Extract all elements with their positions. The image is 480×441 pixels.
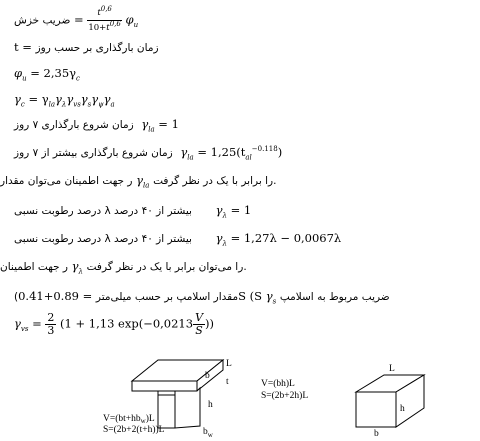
gamma-la-7days: زمان شروع بارگذاری ۷ روز $\gamma_{la} = 1$ [14, 117, 179, 134]
rect-formula-v: V=(bh)L [261, 379, 295, 389]
rect-label-L: L [389, 364, 395, 374]
rect-beam-drawing [356, 375, 424, 427]
rect-label-h: h [400, 404, 405, 414]
gamma-la-note: ر جهت اطمینان می‌توان مقدار $\gamma_{la}$ را برابر با یک در نظر گرفت. [0, 173, 277, 190]
gamma-c-formula: $\gamma_c = \gamma_{la}\gamma_\lambda\gamma_{vs}\gamma_s\gamma_\psi\gamma_a$ [14, 92, 115, 109]
tee-label-bw: $b_w$ [203, 427, 213, 439]
creep-coefficient-formula: ضریب خزش = $\frac{t^{0,6}}{10+t^{0,6}}$ $\varphi_u$ [14, 5, 139, 33]
gamma-lambda-1: درصد رطوبت نسبی λ بیشتر از ۴۰ درصد $\gamma_\lambda = 1$ [14, 203, 252, 220]
gamma-vs-formula: $\gamma_{vs}$ = $\frac{2}{3}$ (1 + 1,13 exp(−0,0213 $\frac{V}{S}$ )) [14, 311, 214, 337]
tee-label-h: h [208, 400, 213, 410]
gamma-lambda-note: ر جهت اطمینان $\gamma_\lambda$ را می‌توان برابر با یک در نظر گرفت. [0, 259, 247, 276]
time-definition: t = زمان بارگذاری بر حسب روز [14, 40, 159, 54]
gamma-la-over-7days: زمان شروع بارگذاری بیشتر از ۷ روز $\gamma_{la} = 1,25(t_{al}^{-0.118})$ [14, 145, 283, 162]
creep-fraction: $\frac{t^{0,6}}{10+t^{0,6}}$ [88, 5, 121, 33]
rect-label-b: b [374, 429, 379, 439]
creep-label: ضریب خزش [14, 14, 71, 27]
rect-formula-s: S=(2b+2h)L [261, 391, 309, 401]
slump-coefficient: (مقدار اسلامپ بر حسب میلی‌متر = 0.89+0.41S (S $\gamma_s$ ضریب مربوط به اسلامپ [14, 289, 390, 306]
tee-formula-s: S=(2b+2(t+h))L [103, 425, 165, 435]
tee-label-L: L [226, 359, 232, 369]
tee-label-t: t [226, 377, 229, 387]
tee-label-b: b [205, 371, 210, 381]
tee-formula-v: $V=(bt+hb_w)L$ [103, 414, 155, 425]
phi-u-formula: $\varphi_u = 2,35\gamma_c$ [14, 66, 80, 83]
gamma-lambda-2: درصد رطوبت نسبی λ بیشتر از ۴۰ درصد $\gamma_\lambda = 1,27\lambda - 0,0067\lambda$ [14, 231, 342, 248]
